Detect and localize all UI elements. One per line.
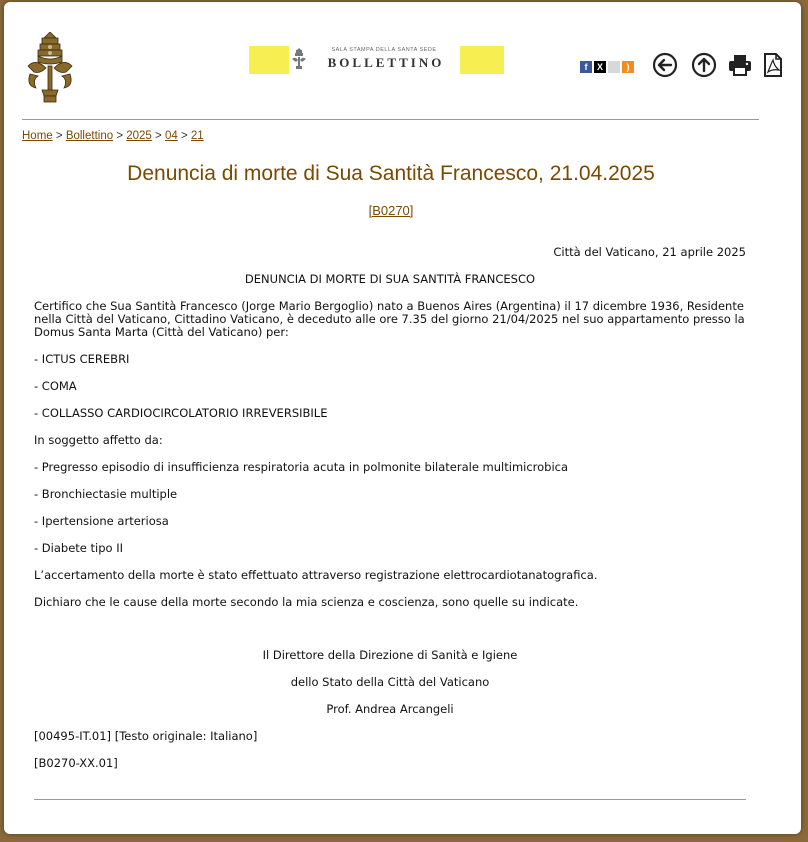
social-links [580,56,636,72]
breadcrumb-day-link[interactable]: 21 [190,130,204,142]
verification-paragraph: L’accertamento della morte è stato effettuato attraverso registrazione elettrocardiotanatografica. [34,568,598,582]
breadcrumb-month-link[interactable]: 04 [164,130,178,142]
breadcrumb-separator: > [180,130,188,142]
breadcrumb-separator: > [116,130,124,142]
page-frame [4,2,801,834]
cause-item: - COMA [34,379,77,393]
condition-item: - Bronchiectasie multiple [34,487,178,501]
breadcrumb-bollettino-link[interactable]: Bollettino [65,130,114,142]
facebook-icon[interactable]: f [580,61,592,73]
print-icon[interactable] [727,52,753,78]
cause-item: - COLLASSO CARDIOCIRCOLATORIO IRREVERSIBILE [34,406,328,420]
breadcrumb-year-link[interactable]: 2025 [126,130,152,142]
document-body [34,246,746,784]
affected-label: In soggetto affetto da: [34,433,163,447]
signature-line: Il Direttore della Direzione di Sanità e Igiene [262,648,518,662]
page-title: Denuncia di morte di Sua Santità Francesco, 21.04.2025 [127,162,655,185]
breadcrumb-separator: > [155,130,162,142]
pdf-icon[interactable] [760,52,786,78]
back-arrow-icon[interactable] [652,52,678,78]
banner-title: BOLLETTINO [327,55,445,70]
breadcrumb-separator: > [55,130,63,142]
footer-divider [34,799,746,800]
original-text-reference: [00495-IT.01] [Testo originale: Italiano] [34,729,258,743]
condition-item: - Diabete tipo II [34,541,123,555]
declaration-paragraph: Dichiaro che le cause della morte secondo la mia scienza e coscienza, sono quelle su indicate. [34,595,579,609]
email-icon[interactable] [608,61,620,73]
banner-subtitle: SALA STAMPA DELLA SANTA SEDE [331,47,437,53]
breadcrumb-home-link[interactable]: Home [22,130,53,142]
x-icon[interactable]: X [594,61,606,73]
cause-item: - ICTUS CEREBRI [34,352,130,366]
up-arrow-icon[interactable] [691,52,717,78]
place-date: Città del Vaticano, 21 aprile 2025 [553,245,746,259]
mini-emblem-icon [291,48,307,70]
reference-code: [B0270-XX.01] [34,756,118,770]
papal-emblem-icon[interactable] [22,32,78,104]
banner-yellow-right [460,46,504,74]
condition-item: - Ipertensione arteriosa [34,514,169,528]
signature-name: Prof. Andrea Arcangeli [326,702,454,716]
banner-yellow-left [249,46,289,74]
bollettino-banner[interactable] [249,46,504,74]
bulletin-code-link[interactable]: [B0270] [368,203,414,218]
bulletin-code [4,203,778,218]
header-divider [22,119,759,120]
rss-icon[interactable]: ) [622,61,634,73]
header [4,2,801,112]
signature-line: dello Stato della Città del Vaticano [290,675,490,689]
intro-paragraph: Certifico che Sua Santità Francesco (Jorge Mario Bergoglio) nato a Buenos Aires (Argentina) il 17 dicembre 1936, Residente nella Città del Vaticano, Cittadino Vaticano, è deceduto alle ore 7.35 del giorno 21/04/2025 nel suo appartamento presso la Domus Santa Marta (Città del Vaticano) per: [34,299,745,339]
breadcrumb [22,130,204,142]
condition-item: - Pregresso episodio di insufficienza respiratoria acuta in polmonite bilaterale multimicrobica [34,460,569,474]
document-heading: DENUNCIA DI MORTE DI SUA SANTITÀ FRANCESCO [244,272,536,286]
